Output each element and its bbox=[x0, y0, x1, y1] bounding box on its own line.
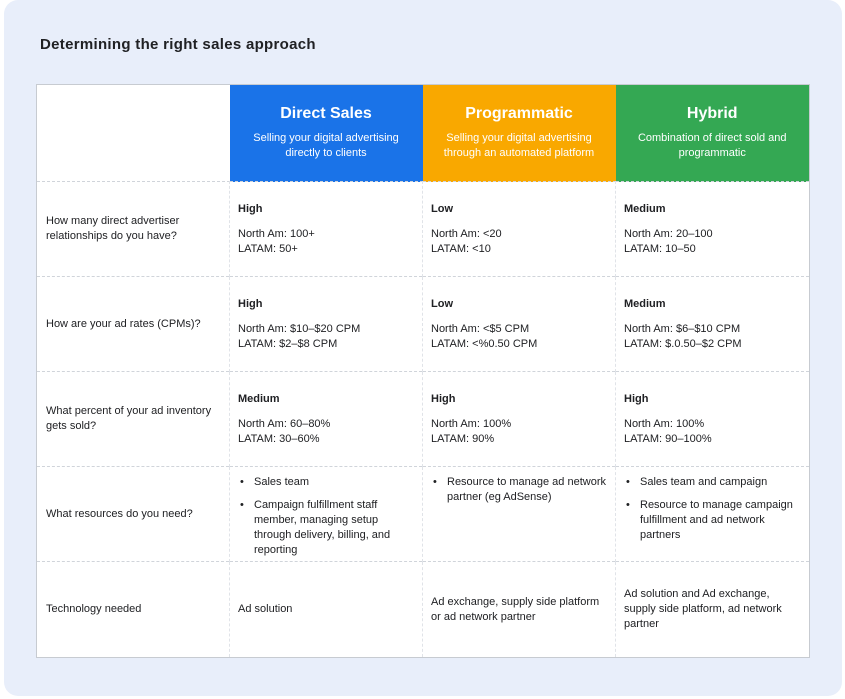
column-subtitle: Selling your digital advertising through an automated platform bbox=[443, 132, 595, 159]
table-row bbox=[37, 467, 810, 562]
region-value: North Am: 100+ bbox=[238, 227, 315, 240]
row-question: How are your ad rates (CPMs)? bbox=[37, 277, 230, 372]
table-cell: Ad solution bbox=[230, 562, 423, 658]
region-value: LATAM: 90–100% bbox=[624, 432, 712, 445]
region-value: North Am: 60–80% bbox=[238, 417, 331, 430]
level-label: Medium bbox=[624, 202, 666, 215]
row-question: How many direct advertiser relationships do you have? bbox=[37, 182, 230, 277]
region-value: North Am: 20–100 bbox=[624, 227, 713, 240]
table-row bbox=[37, 372, 810, 467]
resource-list bbox=[624, 475, 801, 543]
region-value: North Am: <$5 CPM bbox=[431, 322, 530, 335]
header-direct-sales bbox=[230, 85, 423, 182]
region-value: LATAM: $2–$8 CPM bbox=[238, 337, 338, 350]
region-value: North Am: $10–$20 CPM bbox=[238, 322, 361, 335]
table-cell bbox=[616, 182, 810, 277]
comparison-table bbox=[36, 84, 810, 658]
table-row bbox=[37, 562, 810, 658]
list-item: • Resource to manage ad network partner (eg AdSense) bbox=[431, 475, 607, 505]
resource-list bbox=[238, 475, 414, 558]
column-name: Hybrid bbox=[686, 105, 738, 122]
region-value: North Am: 100% bbox=[624, 417, 705, 430]
table-cell bbox=[423, 467, 616, 562]
list-item: • Campaign fulfillment staff member, managing setup through delivery, billing, and reporting bbox=[238, 498, 414, 558]
region-value: LATAM: $.0.50–$2 CPM bbox=[624, 337, 742, 350]
table-cell bbox=[230, 277, 423, 372]
table-cell bbox=[423, 277, 616, 372]
list-item: • Resource to manage campaign fulfillment and ad network partners bbox=[624, 498, 801, 543]
level-label: Low bbox=[431, 202, 453, 215]
table-cell: Ad solution and Ad exchange, supply side platform, ad network partner bbox=[616, 562, 810, 658]
list-item: • Sales team bbox=[238, 475, 414, 490]
table-cell bbox=[230, 467, 423, 562]
table-cell bbox=[616, 467, 810, 562]
column-subtitle: Selling your digital advertising directly to clients bbox=[253, 132, 399, 159]
table-cell bbox=[423, 182, 616, 277]
level-label: Medium bbox=[624, 297, 666, 310]
region-value: LATAM: <10 bbox=[431, 242, 491, 255]
region-value: North Am: $6–$10 CPM bbox=[624, 322, 741, 335]
column-name: Direct Sales bbox=[280, 105, 372, 122]
row-question: What percent of your ad inventory gets sold? bbox=[37, 372, 230, 467]
table-cell bbox=[230, 372, 423, 467]
region-value: LATAM: 10–50 bbox=[624, 242, 696, 255]
region-value: North Am: 100% bbox=[431, 417, 512, 430]
resource-list bbox=[431, 475, 607, 505]
region-value: LATAM: 50+ bbox=[238, 242, 298, 255]
table-row bbox=[37, 182, 810, 277]
page-title: Determining the right sales approach bbox=[40, 36, 316, 53]
level-label: High bbox=[624, 392, 649, 405]
table-cell bbox=[423, 372, 616, 467]
table-row bbox=[37, 277, 810, 372]
row-question: Technology needed bbox=[37, 562, 230, 658]
header-programmatic bbox=[423, 85, 616, 182]
region-value: North Am: <20 bbox=[431, 227, 502, 240]
level-label: Low bbox=[431, 297, 453, 310]
region-value: LATAM: <%0.50 CPM bbox=[431, 337, 538, 350]
level-label: High bbox=[238, 297, 263, 310]
column-name: Programmatic bbox=[465, 105, 573, 122]
header-hybrid bbox=[616, 85, 810, 182]
column-subtitle: Combination of direct sold and programmatic bbox=[637, 132, 787, 159]
level-label: High bbox=[238, 202, 263, 215]
table-cell bbox=[230, 182, 423, 277]
level-label: Medium bbox=[238, 392, 280, 405]
row-question: What resources do you need? bbox=[37, 467, 230, 562]
header-row bbox=[37, 85, 810, 182]
table-cell: Ad exchange, supply side platform or ad network partner bbox=[423, 562, 616, 658]
region-value: LATAM: 30–60% bbox=[238, 432, 320, 445]
list-item: • Sales team and campaign bbox=[624, 475, 801, 490]
table-cell bbox=[616, 372, 810, 467]
level-label: High bbox=[431, 392, 456, 405]
table-cell bbox=[616, 277, 810, 372]
header-blank-cell bbox=[37, 85, 230, 182]
region-value: LATAM: 90% bbox=[431, 432, 495, 445]
